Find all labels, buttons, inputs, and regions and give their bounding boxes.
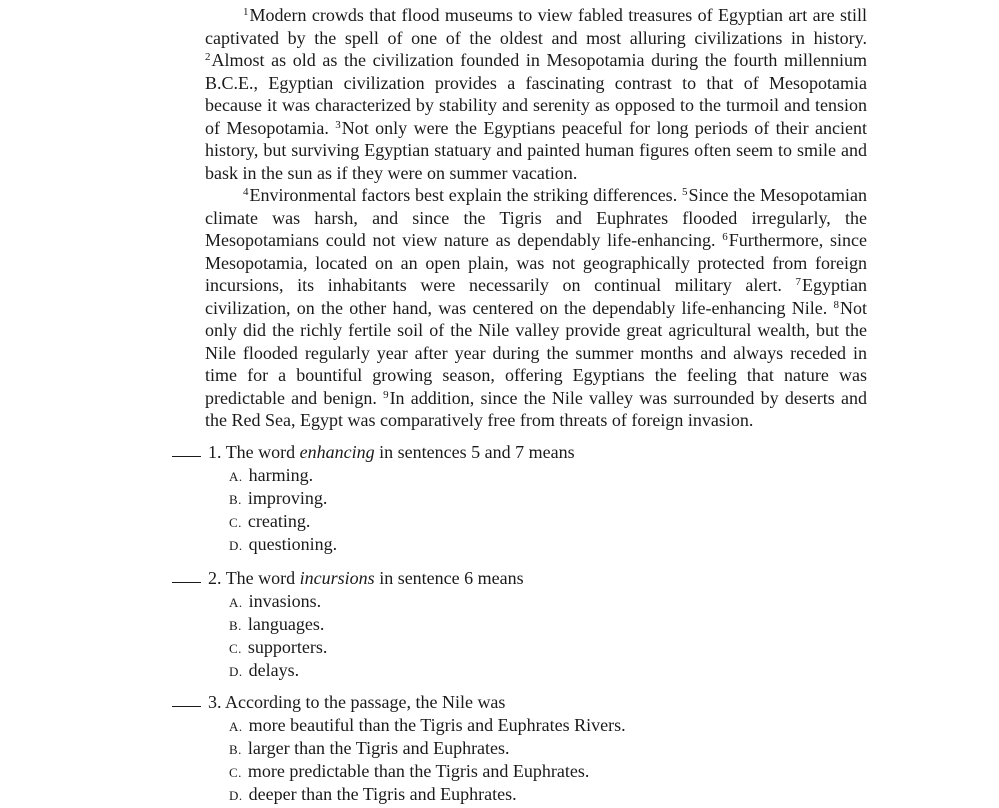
option-letter: A. [229, 469, 243, 484]
sentence-4 [243, 185, 682, 205]
sentence-number: 8 [833, 298, 839, 311]
question-number: 2. [208, 568, 222, 588]
sentence-number: 7 [795, 276, 801, 288]
option-text: languages. [247, 614, 325, 634]
answer-blank[interactable] [172, 691, 201, 707]
option-text: invasions. [248, 591, 322, 611]
option-c [229, 510, 872, 533]
option-a [229, 464, 872, 487]
option-letter: D. [229, 788, 243, 803]
option-letter: A. [229, 719, 243, 734]
answer-options [172, 714, 872, 806]
sentence-text: In addition, since the Nile valley was surrounded by deserts and the Red Sea, Egypt was comparatively free from threats of foreign invasion. [205, 387, 867, 430]
sentence-text: Since the Mesopotamian climate was harsh, and since the Tigris and Euphrates flooded irregularly, the Mesopotamians could not view nature as dependably life-enhancing. [205, 185, 867, 250]
option-text: harming. [248, 465, 314, 485]
option-letter: C. [229, 641, 242, 656]
passage-paragraph-2 [205, 184, 867, 432]
passage-paragraph-1 [205, 4, 867, 184]
sentence-text: Almost as old as the civilization founded in Mesopotamia during the fourth millennium B.C.E., Egyptian civilization provides a fascinating contrast to that of Mesopotamia because it was characterized by stability and serenity as opposed to the turmoil and tension of Mesopotamia. [205, 50, 867, 138]
option-text: larger than the Tigris and Euphrates. [247, 738, 510, 758]
sentence-text: Not only were the Egyptians peaceful for long periods of their ancient history, but surviving Egyptian statuary and painted human figures often seem to smile and bask in the sun as if they were on summer vacation. [205, 117, 867, 183]
question-prefix: According to the passage, the Nile was [225, 692, 506, 712]
question-stem [172, 567, 872, 590]
option-text: deeper than the Tigris and Euphrates. [248, 784, 517, 804]
option-d [229, 659, 872, 682]
sentence-text: Not only did the richly fertile soil of the Nile valley provide great agricultural wealth, but the Nile flooded regularly year after year during the summer months and always receded in time for a bountiful growing season, offering Egyptians the feeling that nature was predictable and benign. [205, 297, 867, 408]
option-letter: B. [229, 492, 242, 507]
question-stem [172, 441, 872, 464]
sentence-text: Modern crowds that flood museums to view fabled treasures of Egyptian art are still captivated by the spell of one of the oldest and most alluring civilizations in history. [205, 5, 867, 48]
option-a [229, 714, 872, 737]
option-text: more beautiful than the Tigris and Euphrates Rivers. [248, 715, 626, 735]
question-number: 1. [208, 442, 222, 462]
answer-blank[interactable] [172, 567, 201, 583]
question-prefix: The word [225, 568, 300, 588]
answer-blank[interactable] [172, 441, 201, 457]
sentence-number: 3 [335, 118, 341, 131]
option-c [229, 636, 872, 659]
option-b [229, 737, 872, 760]
option-text: supporters. [247, 637, 328, 657]
option-b [229, 487, 872, 510]
option-letter: C. [229, 765, 242, 780]
question-number: 3. [208, 692, 222, 712]
option-letter: B. [229, 742, 242, 757]
option-c [229, 760, 872, 783]
sentence-number: 6 [722, 231, 728, 243]
sentence-1 [205, 5, 867, 48]
option-letter: A. [229, 595, 243, 610]
option-a [229, 590, 872, 613]
sentence-number: 9 [383, 388, 389, 401]
sentence-text: Furthermore, since Mesopotamia, located on an open plain, was not geographically protected from foreign incursions, its inhabitants were necessarily on continual military alert. [205, 230, 867, 295]
reading-passage [205, 4, 867, 432]
option-text: more predictable than the Tigris and Euphrates. [247, 761, 590, 781]
option-d [229, 783, 872, 806]
option-letter: D. [229, 538, 243, 553]
question-term: incursions [299, 568, 375, 588]
option-d [229, 533, 872, 556]
question-text [208, 441, 575, 464]
sentence-number: 5 [681, 186, 688, 198]
question-term: enhancing [299, 442, 375, 462]
question-prefix: The word [225, 442, 300, 462]
option-letter: C. [229, 515, 242, 530]
question-suffix: in sentence 6 means [374, 568, 524, 588]
sentence-number: 2 [205, 51, 211, 63]
sentence-text: Environmental factors best explain the striking differences. [249, 185, 682, 205]
option-text: creating. [247, 511, 311, 531]
option-letter: D. [229, 664, 243, 679]
question-text [208, 691, 505, 714]
question-1 [172, 441, 872, 556]
question-3 [172, 691, 872, 806]
question-suffix: in sentences 5 and 7 means [374, 442, 575, 462]
answer-options [172, 464, 872, 556]
option-text: improving. [247, 488, 328, 508]
option-b [229, 613, 872, 636]
question-stem [172, 691, 872, 714]
sentence-number: 1 [243, 6, 249, 18]
option-text: delays. [248, 660, 300, 680]
option-text: questioning. [248, 534, 338, 554]
question-2 [172, 567, 872, 682]
sentence-number: 4 [243, 186, 249, 198]
option-letter: B. [229, 618, 242, 633]
question-text [208, 567, 524, 590]
answer-options [172, 590, 872, 682]
sentence-text: Egyptian civilization, on the other hand, was centered on the dependably life-enhancing Nile. [205, 275, 867, 318]
